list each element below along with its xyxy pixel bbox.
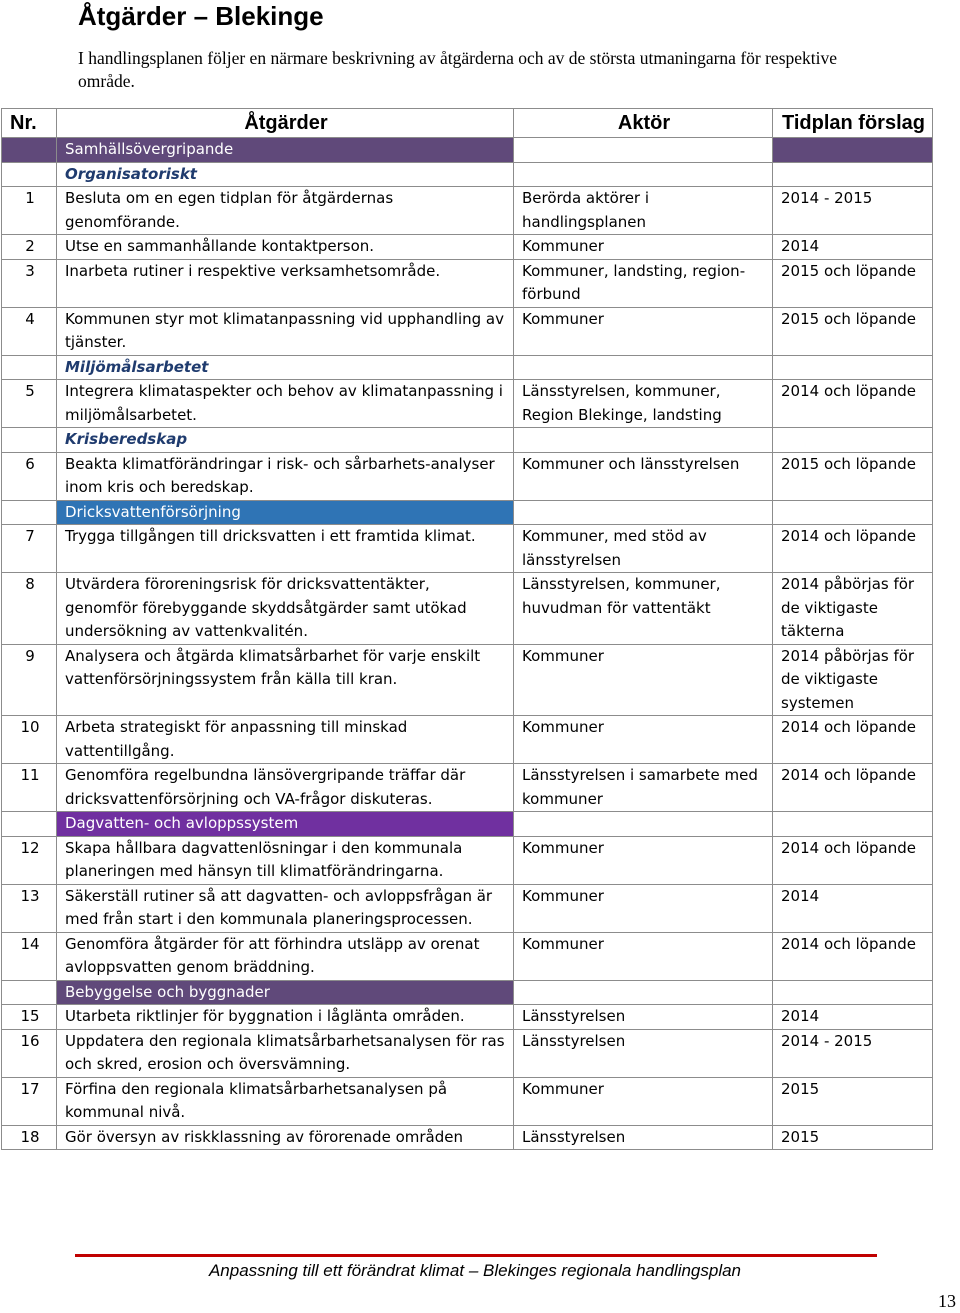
action-cell: Genomföra åtgärder för att förhindra utsläpp av orenat avloppsvatten genom bräddning. [57,932,514,980]
header-action: Åtgärder [57,109,514,138]
action-cell: Förfina den regionala klimatsårbarhetsanalysen på kommunal nivå. [57,1077,514,1125]
actor-cell: Kommuner, landsting, region-förbund [514,259,773,307]
page-number: 13 [938,1291,956,1311]
table-row: 15 Utarbeta riktlinjer för byggnation i låglänta områden. Länsstyrelsen 2014 [2,1005,933,1030]
actor-cell: Berörda aktörer i handlingsplanen [514,187,773,235]
section-row [2,980,933,1005]
timeline-cell: 2014 och löpande [773,380,933,428]
timeline-cell: 2014 påbörjas för de viktigaste systemen [773,644,933,716]
intro-paragraph: I handlingsplanen följer en närmare beskrivning av åtgärderna och av de största utmaningarna för respektive område. [78,48,838,91]
actor-cell: Länsstyrelsen i samarbete med kommuner [514,764,773,812]
table-row: 1 Besluta om en egen tidplan för åtgärdernas genomförande. Berörda aktörer i handlingsplanen 2014 - 2015 [2,187,933,235]
section-label: Dagvatten- och avloppssystem [57,812,514,837]
section-row [2,812,933,837]
footer-divider [75,1254,877,1257]
action-cell: Skapa hållbara dagvattenlösningar i den kommunala planeringen med hänsyn till klimatförändringarna. [57,836,514,884]
timeline-cell: 2014 och löpande [773,525,933,573]
timeline-cell: 2015 [773,1077,933,1125]
timeline-cell: 2015 och löpande [773,259,933,307]
timeline-cell: 2015 och löpande [773,307,933,355]
table-row: 12 Skapa hållbara dagvattenlösningar i den kommunala planeringen med hänsyn till klimatförändringarna. Kommuner 2014 och löpande [2,836,933,884]
page-title: Åtgärder – Blekinge [78,1,324,31]
actor-cell: Kommuner [514,307,773,355]
table-row: 16 Uppdatera den regionala klimatsårbarhetsanalysen för ras och skred, erosion och översvämning. Länsstyrelsen 2014 - 2015 [2,1029,933,1077]
table-row: 6 Beakta klimatförändringar i risk- och sårbarhets-analyser inom kris och beredskap. Kommuner och länsstyrelsen 2015 och löpande [2,452,933,500]
header-nr: Nr. [2,109,57,138]
table-header-row [2,109,933,138]
section-label: Dricksvattenförsörjning [57,500,514,525]
actor-cell: Kommuner [514,884,773,932]
table-row: 17 Förfina den regionala klimatsårbarhetsanalysen på kommunal nivå. Kommuner 2015 [2,1077,933,1125]
table-row: 2 Utse en sammanhållande kontaktperson. Kommuner 2014 [2,235,933,260]
timeline-cell: 2014 [773,1005,933,1030]
timeline-cell: 2015 [773,1125,933,1150]
table-row: 18 Gör översyn av riskklassning av förorenade områden Länsstyrelsen 2015 [2,1125,933,1150]
actor-cell: Kommuner [514,1077,773,1125]
page-footer: Anpassning till ett förändrat klimat – Blekinges regionala handlingsplan [208,1261,742,1280]
timeline-cell: 2014 påbörjas för de viktigaste täkterna [773,573,933,645]
action-cell: Uppdatera den regionala klimatsårbarhetsanalysen för ras och skred, erosion och översvämning. [57,1029,514,1077]
action-cell: Arbeta strategiskt för anpassning till minskad vattentillgång. [57,716,514,764]
action-cell: Utse en sammanhållande kontaktperson. [57,235,514,260]
section-label: Bebyggelse och byggnader [57,980,514,1005]
action-cell: Inarbeta rutiner i respektive verksamhetsområde. [57,259,514,307]
subsection-row [2,428,933,453]
table-row: 8 Utvärdera föroreningsrisk för dricksvattentäkter, genomför förebyggande skyddsåtgärder samt utökad undersökning av vattenkvalitén. Länsstyrelsen, kommuner, huvudman för vattentäkt 2014 påbörjas för de viktigaste täkterna [2,573,933,645]
actor-cell: Kommuner och länsstyrelsen [514,452,773,500]
actor-cell: Kommuner [514,235,773,260]
subsection-label: Organisatoriskt [57,162,514,187]
timeline-cell: 2014 och löpande [773,716,933,764]
header-timeline: Tidplan förslag [773,109,933,138]
timeline-cell: 2014 och löpande [773,932,933,980]
actor-cell: Länsstyrelsen, kommuner, huvudman för vattentäkt [514,573,773,645]
action-cell: Genomföra regelbundna länsövergripande träffar där dricksvattenförsörjning och VA-frågor diskuteras. [57,764,514,812]
table-row: 7 Trygga tillgången till dricksvatten i ett framtida klimat. Kommuner, med stöd av länsstyrelsen 2014 och löpande [2,525,933,573]
section-row [2,138,933,163]
actions-table [1,108,933,1150]
subsection-row [2,355,933,380]
actor-cell: Kommuner [514,836,773,884]
action-cell: Säkerställ rutiner så att dagvatten- och avloppsfrågan är med från start i den kommunala planeringsprocessen. [57,884,514,932]
actor-cell: Länsstyrelsen [514,1005,773,1030]
timeline-cell: 2014 - 2015 [773,187,933,235]
table-row: 10 Arbeta strategiskt för anpassning till minskad vattentillgång. Kommuner 2014 och löpande [2,716,933,764]
action-cell: Analysera och åtgärda klimatsårbarhet för varje enskilt vattenförsörjningssystem från källa till kran. [57,644,514,716]
actor-cell: Länsstyrelsen [514,1125,773,1150]
actor-cell: Kommuner, med stöd av länsstyrelsen [514,525,773,573]
actor-cell: Kommuner [514,716,773,764]
timeline-cell: 2014 - 2015 [773,1029,933,1077]
header-actor: Aktör [514,109,773,138]
subsection-label: Krisberedskap [57,428,514,453]
table-row: 5 Integrera klimataspekter och behov av klimatanpassning i miljömålsarbetet. Länsstyrelsen, kommuner, Region Blekinge, landsting 2014 och löpande [2,380,933,428]
table-row: 13 Säkerställ rutiner så att dagvatten- och avloppsfrågan är med från start i den kommunala planeringsprocessen. Kommuner 2014 [2,884,933,932]
action-cell: Besluta om en egen tidplan för åtgärdernas genomförande. [57,187,514,235]
subsection-row [2,162,933,187]
action-cell: Beakta klimatförändringar i risk- och sårbarhets-analyser inom kris och beredskap. [57,452,514,500]
action-cell: Kommunen styr mot klimatanpassning vid upphandling av tjänster. [57,307,514,355]
action-cell: Integrera klimataspekter och behov av klimatanpassning i miljömålsarbetet. [57,380,514,428]
timeline-cell: 2014 och löpande [773,764,933,812]
timeline-cell: 2015 och löpande [773,452,933,500]
actor-cell: Länsstyrelsen [514,1029,773,1077]
section-row [2,500,933,525]
actor-cell: Kommuner [514,932,773,980]
table-row: 4 Kommunen styr mot klimatanpassning vid upphandling av tjänster. Kommuner 2015 och löpande [2,307,933,355]
table-row: 3 Inarbeta rutiner i respektive verksamhetsområde. Kommuner, landsting, region-förbund 2015 och löpande [2,259,933,307]
actor-cell: Länsstyrelsen, kommuner, Region Blekinge, landsting [514,380,773,428]
timeline-cell: 2014 och löpande [773,836,933,884]
timeline-cell: 2014 [773,235,933,260]
actor-cell: Kommuner [514,644,773,716]
action-cell: Utarbeta riktlinjer för byggnation i låglänta områden. [57,1005,514,1030]
action-cell: Gör översyn av riskklassning av förorenade områden [57,1125,514,1150]
section-label: Samhällsövergripande [57,138,514,163]
subsection-label: Miljömålsarbetet [57,355,514,380]
action-cell: Trygga tillgången till dricksvatten i ett framtida klimat. [57,525,514,573]
timeline-cell: 2014 [773,884,933,932]
table-row: 14 Genomföra åtgärder för att förhindra utsläpp av orenat avloppsvatten genom bräddning. Kommuner 2014 och löpande [2,932,933,980]
table-row: 11 Genomföra regelbundna länsövergripande träffar där dricksvattenförsörjning och VA-frågor diskuteras. Länsstyrelsen i samarbete med kommuner 2014 och löpande [2,764,933,812]
table-row: 9 Analysera och åtgärda klimatsårbarhet för varje enskilt vattenförsörjningssystem från källa till kran. Kommuner 2014 påbörjas för de viktigaste systemen [2,644,933,716]
action-cell: Utvärdera föroreningsrisk för dricksvattentäkter, genomför förebyggande skyddsåtgärder samt utökad undersökning av vattenkvalitén. [57,573,514,645]
